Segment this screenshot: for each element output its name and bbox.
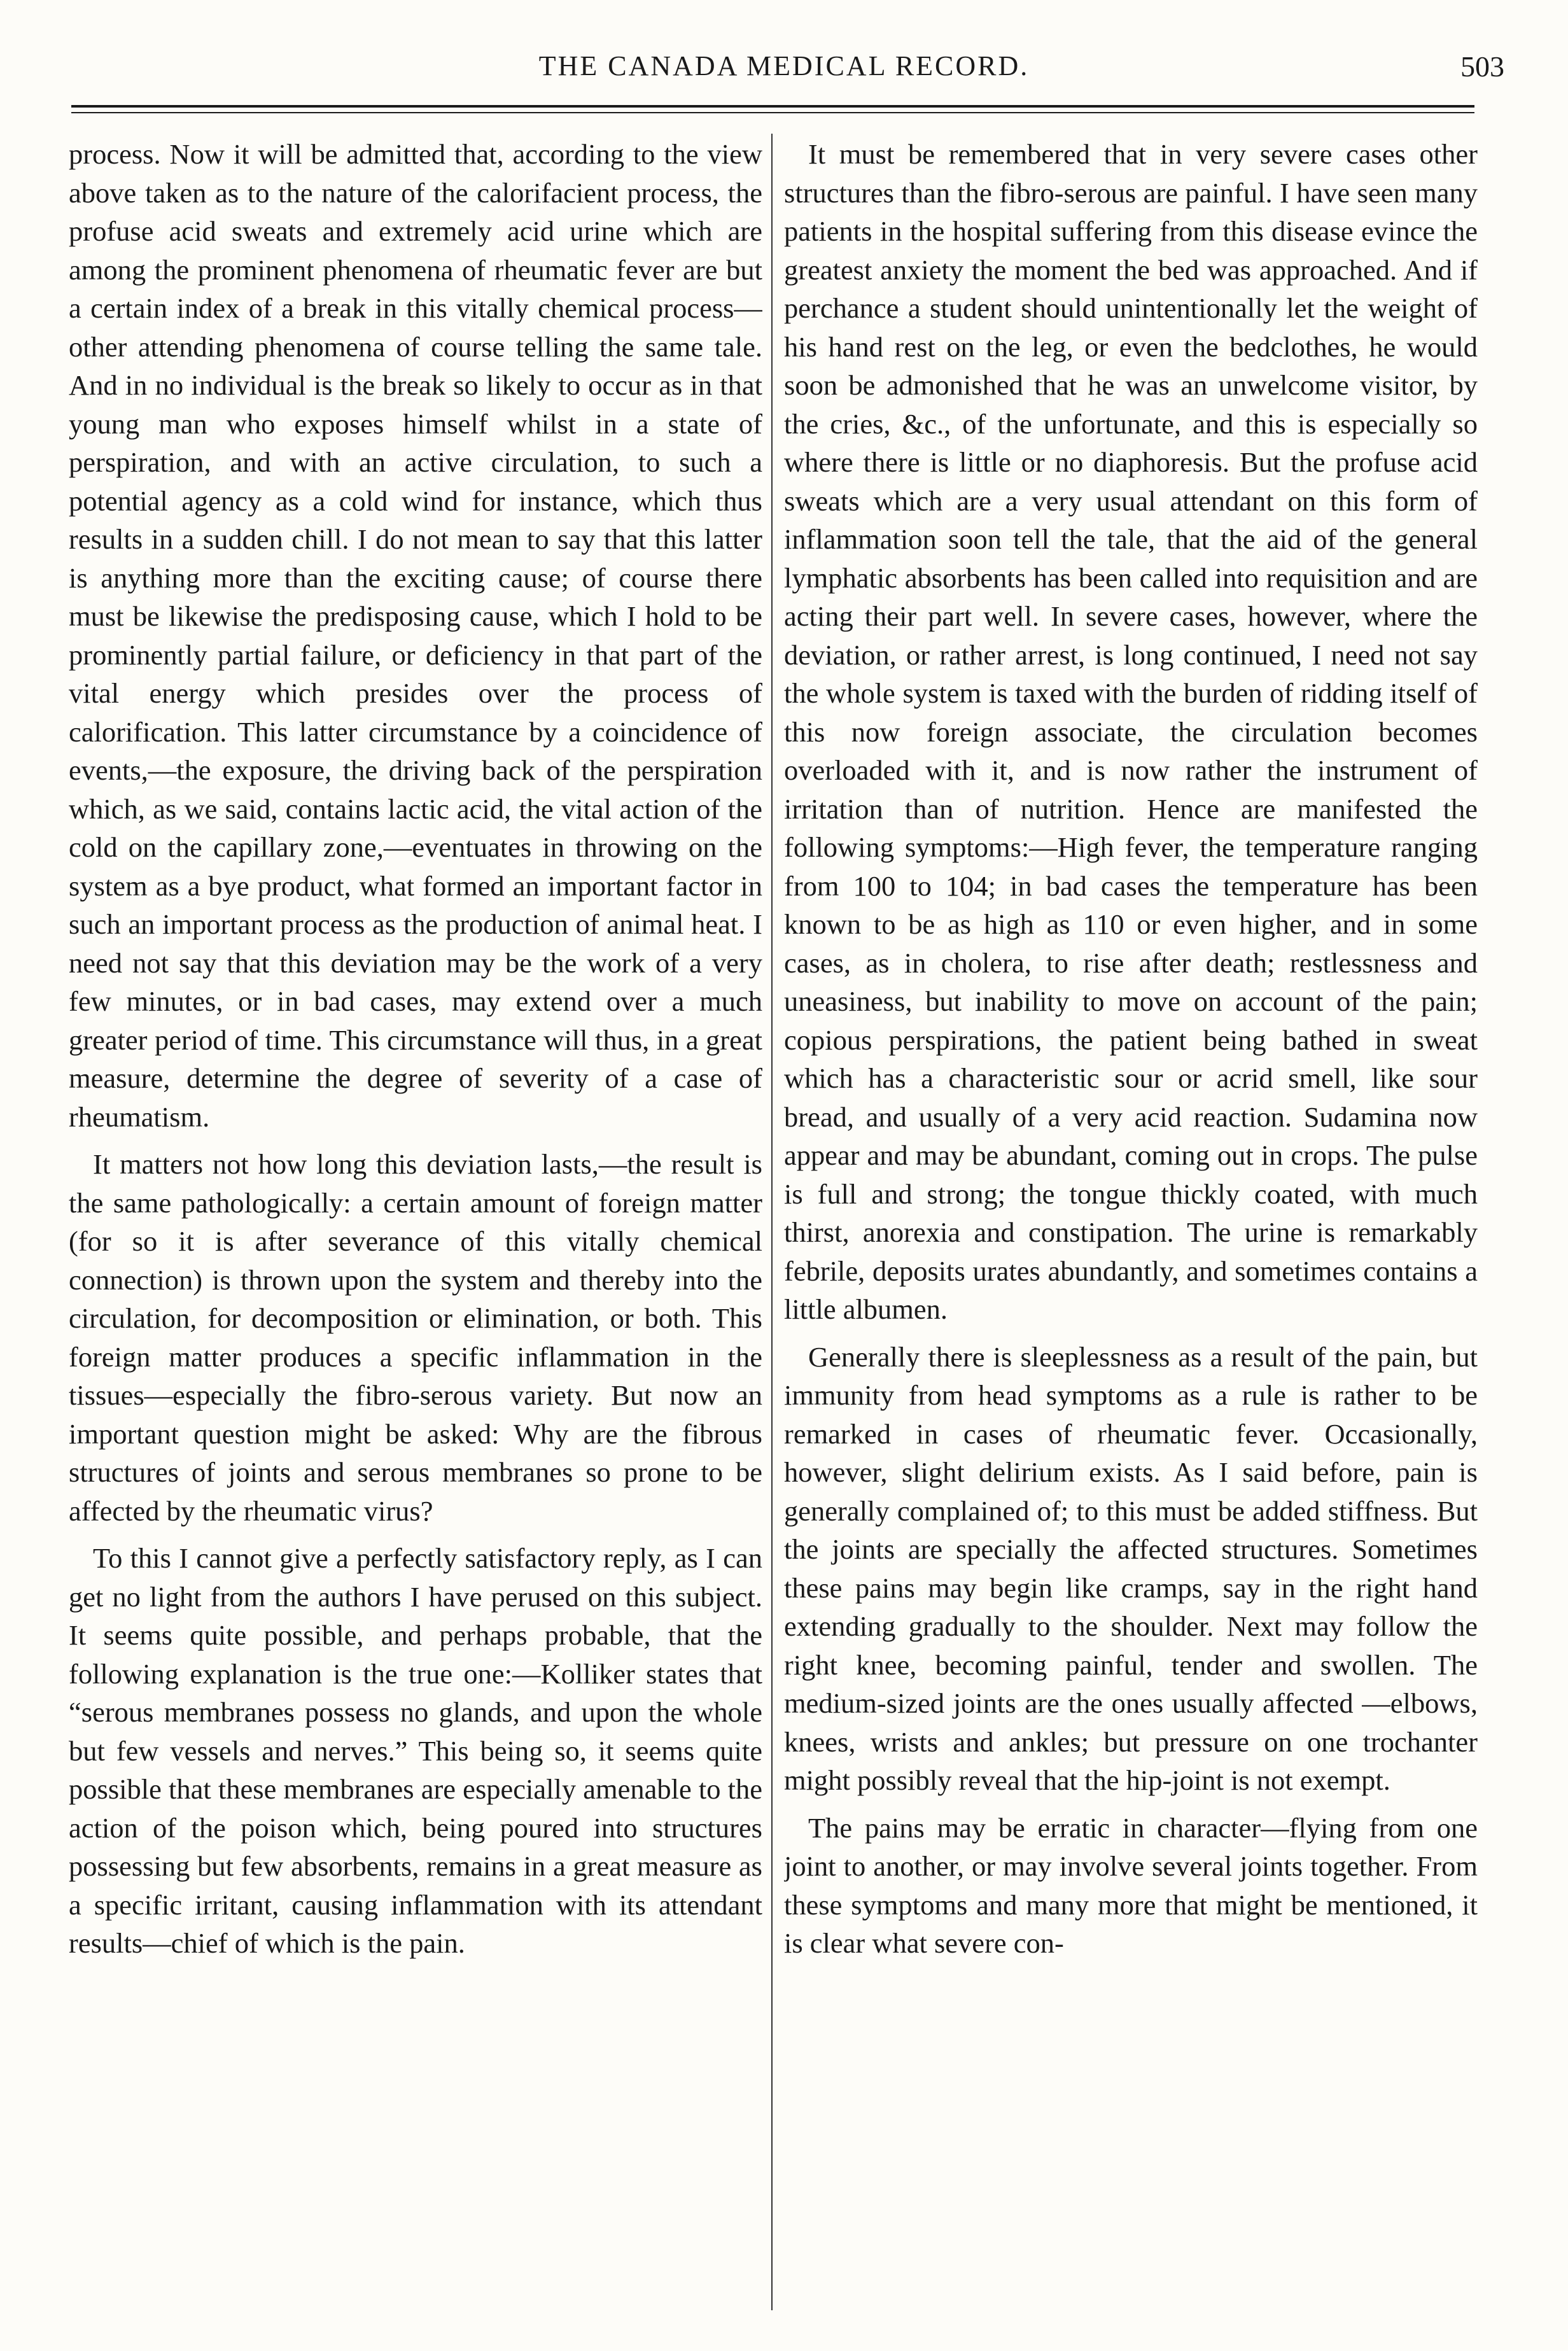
header-rule-thick <box>71 105 1474 108</box>
left-paragraph-3: To this I cannot give a perfectly satisfactory reply, as I can get no light from the authors I have perused on this subject. It seems quite possible, and perhaps probable, that the following explanation is the true one:—Kolliker states that “serous membranes possess no glands, and upon the whole but few vessels and nerves.” This being so, it seems quite possible that these membranes are especially amenable to the action of the poison which, being poured into structures possessing but few absorbents, remains in a great measure as a specific irritant, causing inflammation with its attendant results—chief of which is the pain. <box>69 1542 762 1959</box>
header-rule-thin <box>71 112 1474 113</box>
page-number: 503 <box>1460 50 1504 83</box>
running-title: THE CANADA MEDICAL RECORD. <box>538 50 1030 81</box>
left-column <box>69 135 762 2312</box>
right-paragraph-2: Generally there is sleeplessness as a result of the pain, but immunity from head symptoms as a rule is rather to be remarked in cases of rheumatic fever. Occasionally, however, slight delirium exists. As I said before, pain is generally complained of; to this must be added stiffness. But the joints are specially the affected structures. Sometimes these pains may begin like cramps, say in the right hand extending gradually to the shoulder. Next may follow the right knee, becoming painful, tender and swollen. The medium-sized joints are the ones usually affected —elbows, knees, wrists and ankles; but pressure on one trochanter might possibly reveal that the hip-joint is not exempt. <box>784 1340 1478 1796</box>
right-column <box>784 135 1478 2312</box>
left-paragraph-1: process. Now it will be admitted that, according to the view above taken as to the nature of the calorifacient process, the profuse acid sweats and extremely acid urine which are among the prominent phenomena of rheumatic fever are but a certain index of a break in this vitally chemical process—other attending phenomena of course telling the same tale. And in no individual is the break so likely to occur as in that young man who exposes himself whilst in a state of perspiration, and with an active circulation, to such a potential agency as a cold wind for instance, which thus results in a sudden chill. I do not mean to say that this latter is anything more than the exciting cause; of course there must be likewise the predisposing cause, which I hold to be prominently partial failure, or deficiency in that part of the vital energy which presides over the process of calorification. This latter circumstance by a coincidence of events,—the exposure, the driving back of the perspiration which, as we said, contains lactic acid, the vital action of the cold on the capillary zone,—eventuates in throwing on the system as a bye product, what formed an important factor in such an important process as the production of animal heat. I need not say that this deviation may be the work of a very few minutes, or in bad cases, may extend over a much greater period of time. This circumstance will thus, in a great measure, determine the degree of severity of a case of rheumatism. <box>69 138 762 1133</box>
page-header <box>0 50 1568 88</box>
left-paragraph-2: It matters not how long this deviation lasts,—the result is the same pathologically: a certain amount of foreign matter (for so it is after severance of this vitally chemical connection) is thrown upon the system and thereby into the circulation, for decomposition or elimination, or both. This foreign matter produces a specific inflammation in the tissues—especially the fibro-serous variety. But now an important question might be asked: Why are the fibrous structures of joints and serous membranes so prone to be affected by the rheumatic virus? <box>69 1148 762 1527</box>
column-divider <box>771 134 773 2310</box>
right-paragraph-3: The pains may be erratic in character—flying from one joint to another, or may involve several joints together. From these symptoms and many more that might be mentioned, it is clear what severe con- <box>784 1811 1478 1959</box>
right-paragraph-1: It must be remembered that in very severe cases other structures than the fibro-serous are painful. I have seen many patients in the hospital suffering from this disease evince the greatest anxiety the moment the bed was approached. And if perchance a student should unintentionally let the weight of his hand rest on the leg, or even the bedclothes, he would soon be admonished that he was an unwelcome visitor, by the cries, &c., of the unfortunate, and this is especially so where there is little or no diaphoresis. But the profuse acid sweats which are a very usual attendant on this form of inflammation soon tell the tale, that the aid of the general lymphatic absorbents has been called into requisition and are acting their part well. In severe cases, however, where the deviation, or rather arrest, is long continued, I need not say the whole system is taxed with the burden of ridding itself of this now foreign associate, the circulation becomes overloaded with it, and is now rather the instrument of irritation than of nutrition. Hence are manifested the following symptoms:—High fever, the temperature ranging from 100 to 104; in bad cases the temperature has been known to be as high as 110 or even higher, and in some cases, as in cholera, to rise after death; restlessness and uneasiness, but inability to move on account of the pain; copious perspirations, the patient being bathed in sweat which has a characteristic sour or acrid smell, like sour bread, and usually of a very acid reaction. Sudamina now appear and may be abundant, coming out in crops. The pulse is full and strong; the tongue thickly coated, with much thirst, anorexia and constipation. The urine is remarkably febrile, deposits urates abundantly, and sometimes contains a little albumen. <box>784 138 1478 1325</box>
